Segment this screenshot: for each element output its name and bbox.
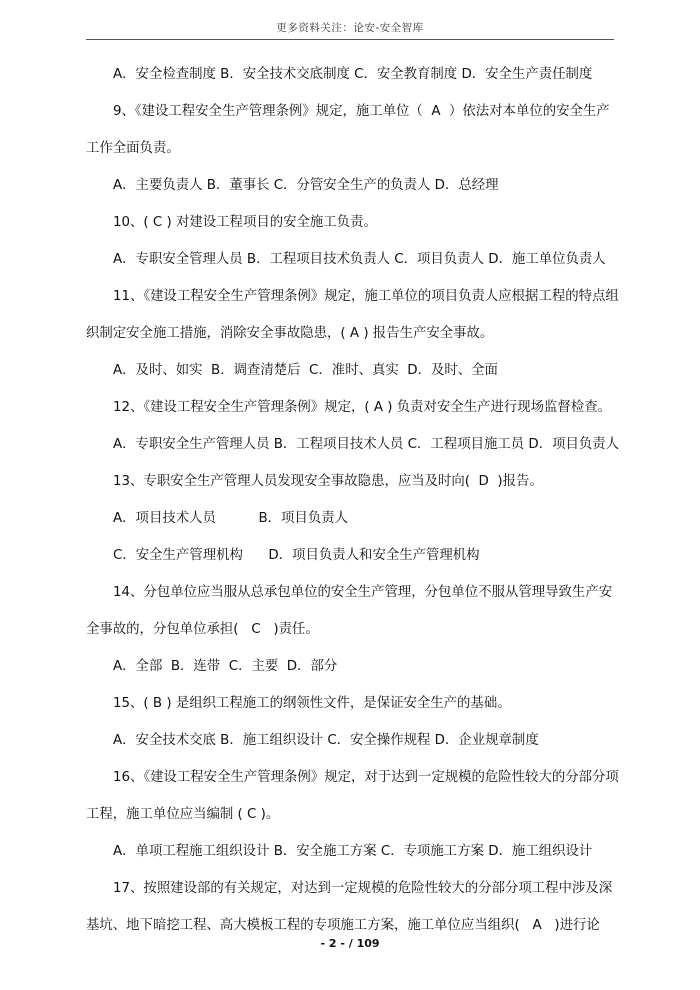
text-line: A．及时、如实 B．调查清楚后 C．准时、真实 D．及时、全面 xyxy=(113,363,498,378)
page-number: - 2 - / 109 xyxy=(320,937,380,950)
header-divider xyxy=(86,39,614,40)
text-line: 9、《建设工程安全生产管理条例》规定，施工单位（ A ）依法对本单位的安全生产 xyxy=(113,104,610,119)
text-line: 14、分包单位应当服从总承包单位的安全生产管理，分包单位不服从管理导致生产安 xyxy=(113,585,613,600)
text-line: 工作全面负责。 xyxy=(86,141,180,156)
text-line: 15、( B ) 是组织工程施工的纲领性文件，是保证安全生产的基础。 xyxy=(113,696,511,711)
text-line: A．安全检查制度 B．安全技术交底制度 C．安全教育制度 D．安全生产责任制度 xyxy=(113,67,593,82)
text-line: 12、《建设工程安全生产管理条例》规定，( A ) 负责对安全生产进行现场监督检查。 xyxy=(113,400,611,415)
text-line: 织制定安全施工措施，消除安全事故隐患，( A ) 报告生产安全事故。 xyxy=(86,326,494,341)
text-line: 16、《建设工程安全生产管理条例》规定，对于达到一定规模的危险性较大的分部分项 xyxy=(113,770,619,785)
page-header: 更多资料关注：论安-安全智库 xyxy=(276,22,424,34)
text-line: 全事故的，分包单位承担( C )责任。 xyxy=(86,622,319,637)
text-line: 10、( C ) 对建设工程项目的安全施工负责。 xyxy=(113,215,377,230)
text-line: 基坑、地下暗挖工程、高大模板工程的专项施工方案，施工单位应当组织( A )进行论 xyxy=(86,918,600,933)
text-line: 13、专职安全生产管理人员发现安全事故隐患，应当及时向( D )报告。 xyxy=(113,474,543,489)
text-line: A．项目技术人员 B．项目负责人 xyxy=(113,511,348,526)
text-line: A．安全技术交底 B．施工组织设计 C．安全操作规程 D．企业规章制度 xyxy=(113,733,539,748)
text-line: A．专职安全管理人员 B．工程项目技术负责人 C．项目负责人 D．施工单位负责人 xyxy=(113,252,606,267)
text-line: 工程，施工单位应当编制 ( C )。 xyxy=(86,807,280,822)
text-line: C．安全生产管理机构 D．项目负责人和安全生产管理机构 xyxy=(113,548,480,563)
text-line: A．主要负责人 B．董事长 C．分管安全生产的负责人 D．总经理 xyxy=(113,178,499,193)
document-body xyxy=(86,56,642,944)
text-line: A．专职安全生产管理人员 B．工程项目技术人员 C．工程项目施工员 D．项目负责人 xyxy=(113,437,620,452)
text-line: A．全部 B．连带 C．主要 D．部分 xyxy=(113,659,338,674)
text-line: 17、按照建设部的有关规定，对达到一定规模的危险性较大的分部分项工程中涉及深 xyxy=(113,881,613,896)
text-line: A．单项工程施工组织设计 B．安全施工方案 C．专项施工方案 D．施工组织设计 xyxy=(113,844,593,859)
text-line: 11、《建设工程安全生产管理条例》规定，施工单位的项目负责人应根据工程的特点组 xyxy=(113,289,619,304)
